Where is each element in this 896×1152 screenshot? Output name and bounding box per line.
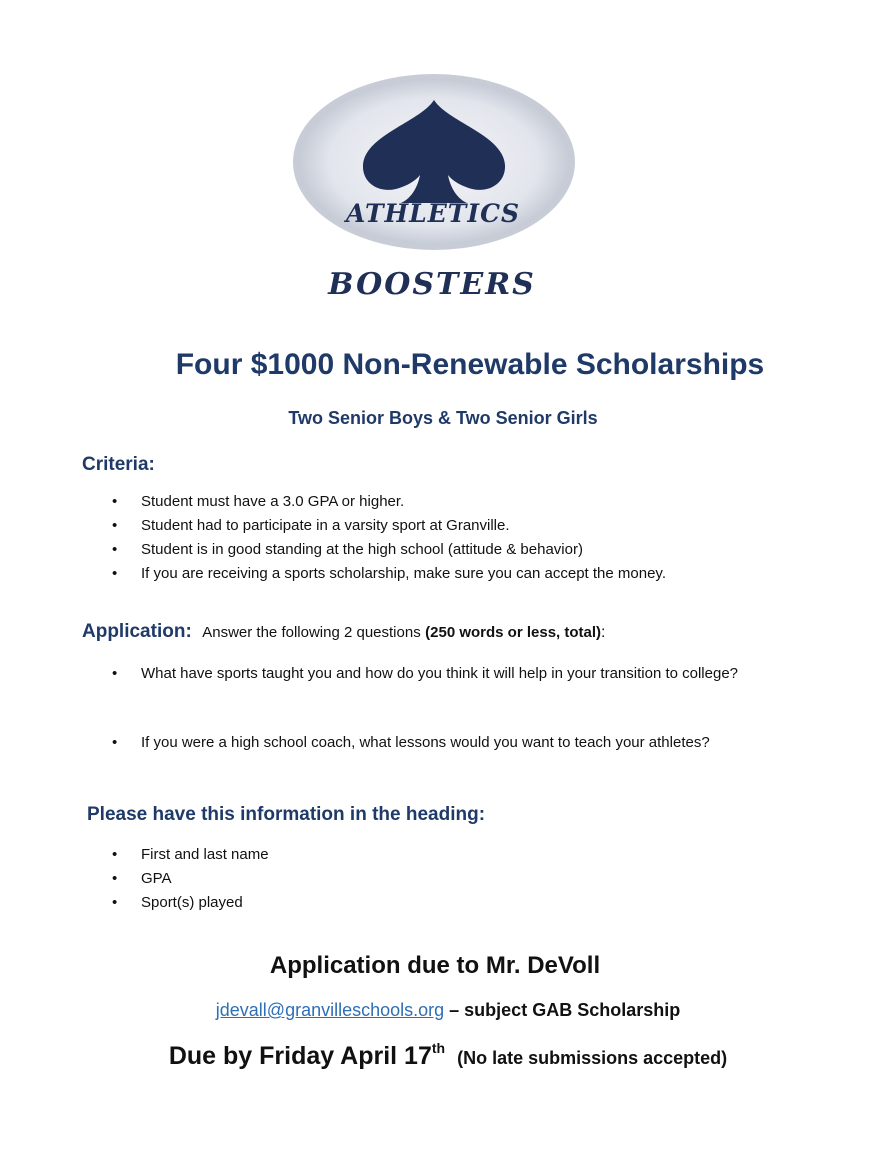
- bullet-icon: •: [112, 541, 118, 558]
- late-note: (No late submissions accepted): [457, 1048, 728, 1068]
- bullet-icon: •: [112, 894, 118, 911]
- logo-text-athletics: ATHLETICS: [345, 199, 521, 228]
- question-item: • What have sports taught you and how do you think it will help in your transition to college?: [84, 662, 844, 686]
- logo-text-boosters: BOOSTERS: [328, 267, 536, 302]
- application-heading: Application:: [82, 621, 192, 642]
- athletics-boosters-logo: [280, 70, 590, 315]
- list-item: • Sport(s) played: [84, 891, 584, 915]
- application-row: [82, 621, 606, 643]
- question-item: • If you were a high school coach, what lessons would you want to teach your athletes?: [84, 731, 844, 755]
- list-item: • Student is in good standing at the high school (attitude & behavior): [84, 538, 844, 562]
- bullet-icon: •: [112, 517, 118, 534]
- bullet-icon: •: [112, 493, 118, 510]
- subtitle: Two Senior Boys & Two Senior Girls: [288, 408, 598, 428]
- list-item: • First and last name: [84, 843, 584, 867]
- page-title: Four $1000 Non-Renewable Scholarships: [175, 348, 765, 381]
- bullet-icon: •: [112, 665, 118, 682]
- heading-info-heading: Please have this information in the heading:: [87, 804, 486, 825]
- due-date-suffix: th: [431, 1040, 446, 1056]
- question-list: [84, 731, 844, 755]
- word-limit: (250 words or less, total): [425, 624, 602, 641]
- due-date: Due by Friday April 17: [168, 1042, 432, 1070]
- list-item: • If you are receiving a sports scholarship, make sure you can accept the money.: [84, 562, 844, 586]
- application-intro: Answer the following 2 questions: [202, 624, 421, 641]
- due-to-line: Application due to Mr. DeVoll: [269, 952, 601, 979]
- email-subject: – subject GAB Scholarship: [444, 1000, 681, 1020]
- list-item: • Student must have a 3.0 GPA or higher.: [84, 490, 844, 514]
- email-link[interactable]: jdevall@granvilleschools.org: [215, 1000, 445, 1020]
- bullet-icon: •: [112, 565, 118, 582]
- application-colon: :: [601, 624, 606, 641]
- criteria-list: [84, 490, 844, 586]
- email-line: [0, 1000, 896, 1021]
- due-date-line: [0, 1040, 896, 1071]
- question-list: [84, 662, 844, 686]
- bullet-icon: •: [112, 734, 118, 751]
- bullet-icon: •: [112, 870, 118, 887]
- heading-info-list: [84, 843, 584, 915]
- bullet-icon: •: [112, 846, 118, 863]
- list-item: • GPA: [84, 867, 584, 891]
- list-item: • Student had to participate in a varsity sport at Granville.: [84, 514, 844, 538]
- criteria-heading: Criteria:: [82, 454, 155, 475]
